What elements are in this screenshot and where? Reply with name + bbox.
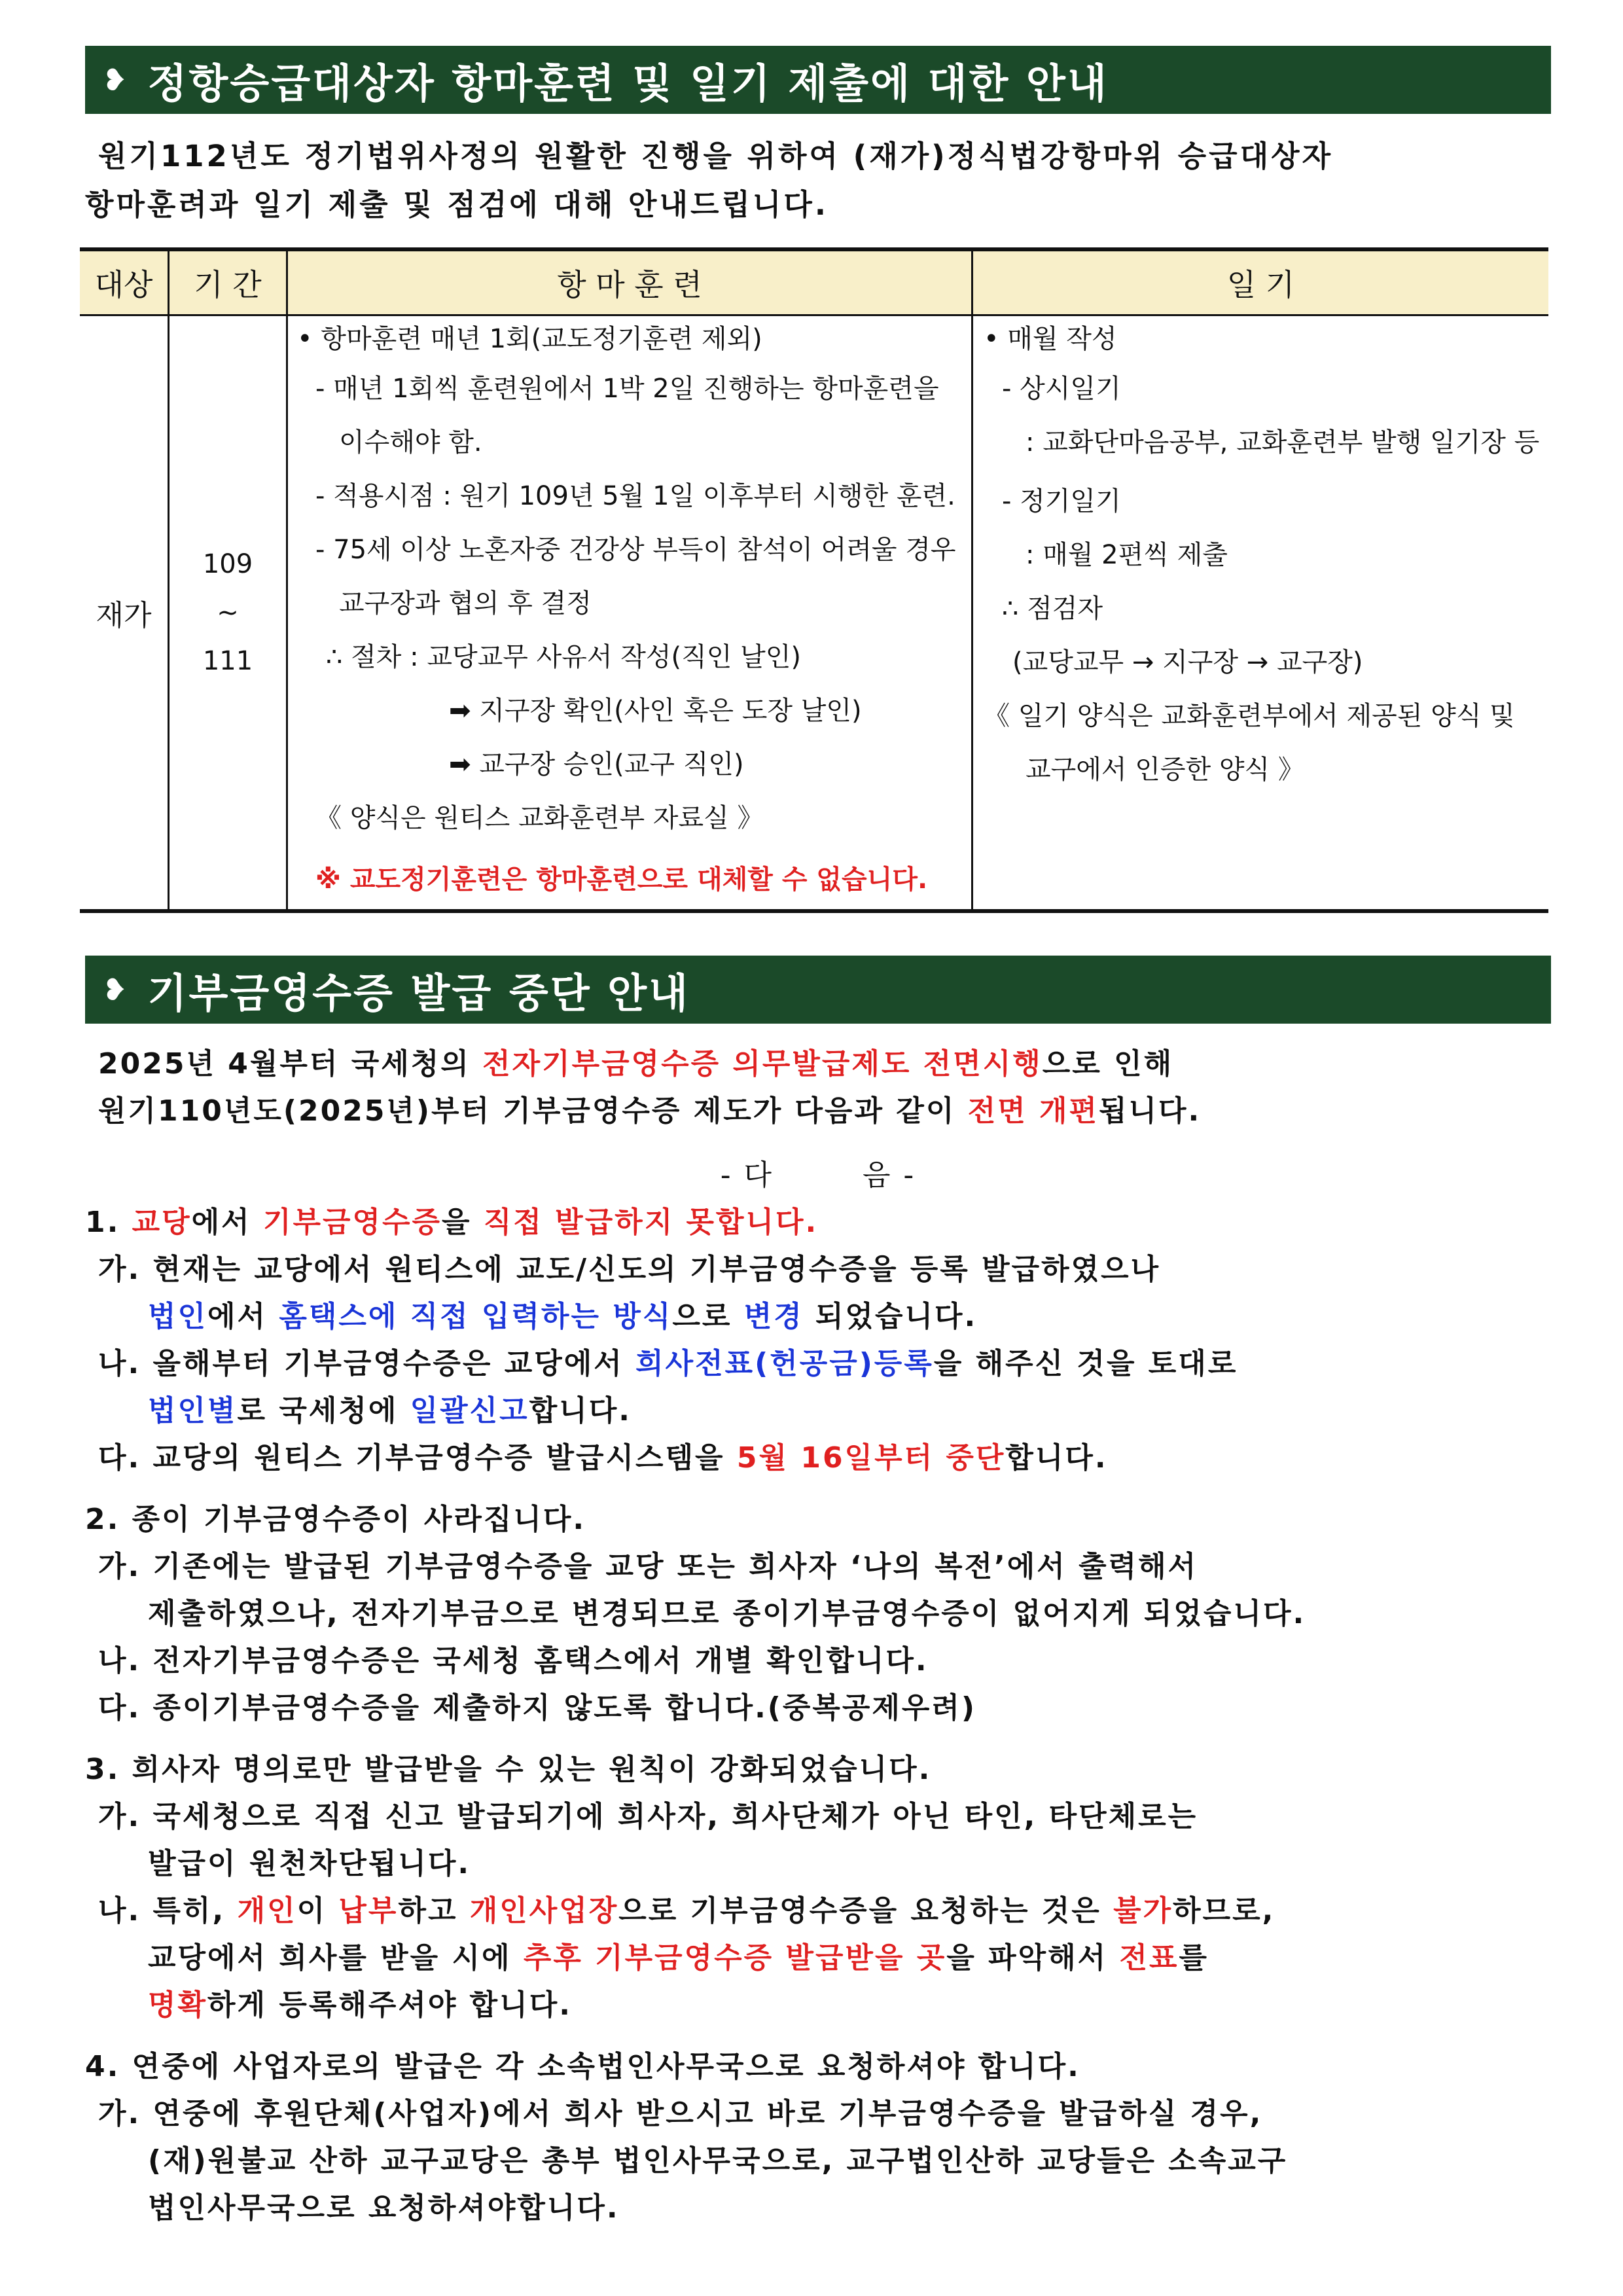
header-diary: 일 기 [972,249,1549,315]
highlight-blue: 법인별 [148,1394,238,1427]
period-end: 111 [202,646,253,676]
highlight-red: 전자기부금영수증 의무발급제도 전면시행 [482,1047,1043,1081]
diary-line: : 교화단마음공부, 교화훈련부 발행 일기장 등 [1026,427,1540,457]
diary-line: - 정기일기 [1002,486,1121,516]
training-line: • 항마훈련 매년 1회(교도정기훈련 제외) [297,324,762,354]
text: 2025년 4월부터 국세청의 [98,1047,483,1081]
highlight-red: 전표 [1119,1941,1179,1975]
diary-line: 《 일기 양식은 교화훈련부에서 제공된 양식 및 [984,701,1515,731]
diary-line: (교당교무 → 지구장 → 교구장) [1012,647,1363,677]
text: 합니다. [529,1394,632,1427]
item2-na: 나. 전자기부금영수증은 국세청 홈택스에서 개별 확인합니다. [98,1644,929,1677]
text: 을 [442,1206,484,1239]
training-line: ➡ 지구장 확인(사인 혹은 도장 날인) [449,696,862,726]
highlight-red: 개인 [237,1894,297,1928]
header-training: 항 마 훈 련 [287,249,972,315]
highlight-blue: 희사전표(헌공금)등록 [635,1347,934,1380]
text: 를 [1179,1941,1209,1975]
highlight-blue: 일괄신고 [410,1394,529,1427]
training-line: 이수해야 함. [339,427,482,457]
training-line: ∴ 절차 : 교당교무 사유서 작성(직인 날인) [326,642,802,672]
diary-line: ∴ 점검자 [1002,594,1103,624]
text: 됩니다. [1099,1094,1202,1128]
table-row [80,315,1548,912]
text: 이 [296,1894,339,1928]
item1-da-line1 [85,1435,1551,1482]
highlight-blue: 변경 [743,1300,804,1333]
training-line: - 75세 이상 노혼자중 건강상 부득이 참석이 어려울 경우 [315,535,956,565]
item1-title [85,1199,1551,1246]
training-cell [287,315,972,912]
diary-line: • 매월 작성 [984,324,1117,354]
item4-ga-line3: 법인사무국으로 요청하셔야합니다. [148,2191,620,2225]
item3-na-line2 [85,1935,1551,1982]
diary-line: : 매월 2편씩 제출 [1026,540,1228,570]
text: 교당에서 희사를 받을 시에 [148,1941,524,1975]
diary-line: - 상시일기 [1002,374,1121,404]
target-cell [80,315,169,912]
section1-title-bar [85,46,1551,114]
item3-ga-line2: 발급이 원천차단됩니다. [148,1847,471,1880]
highlight-red: 명확 [148,1988,208,2022]
text: 으로 [672,1300,744,1333]
s2-intro-line-2 [85,1088,1551,1135]
highlight-red: 추후 기부금영수증 발급받을 곳 [523,1941,947,1975]
highlight-red: 납부 [338,1894,399,1928]
text: 을 파악해서 [946,1941,1120,1975]
intro-line-1: 원기112년도 정기법위사정의 원활한 진행을 위하여 (재가)정식법강항마위 승급대상자 [98,139,1334,173]
header-period: 기 간 [169,249,287,315]
item2-da: 다. 종이기부금영수증을 제출하지 않도록 합니다.(중복공제우려) [98,1691,977,1725]
text: 에서 [207,1300,279,1333]
highlight-red: 5월 16일부터 중단 [736,1441,1006,1475]
period-start: 109 [202,549,253,579]
section1-intro [85,128,1551,233]
item2-ga-line2: 제출하였으나, 전자기부금으로 변경되므로 종이기부금영수증이 없어지게 되었습니다. [148,1597,1306,1630]
training-line: - 매년 1회씩 훈련원에서 1박 2일 진행하는 항마훈련을 [315,374,939,404]
diary-line: 교구에서 인증한 양식 》 [1026,755,1304,785]
training-table [80,247,1548,913]
text: 하게 등록해주셔야 합니다. [207,1988,572,2022]
item3-title: 3. 희사자 명의로만 발급받을 수 있는 원칙이 강화되었습니다. [85,1753,932,1786]
intro-line-2: 항마훈려과 일기 제출 및 점검에 대해 안내드립니다. [85,187,829,222]
text: 하므로, [1173,1894,1275,1928]
text: 으로 인해 [1042,1047,1174,1081]
section1-title: 정항승급대상자 항마훈련 및 일기 제출에 대한 안내 [147,59,1109,107]
text: 원기110년도(2025년)부터 기부금영수증 제도가 다음과 같이 [98,1094,968,1128]
divider-text: - 다 음 - [720,1158,916,1192]
text: 다. 교당의 원티스 기부금영수증 발급시스템을 [98,1441,737,1475]
highlight-red: 기부금영수증 [263,1206,442,1239]
text: 되었습니다. [803,1300,978,1333]
section2-body [85,1041,1551,2232]
item3-na-line1 [85,1888,1551,1935]
training-notice: ※ 교도정기훈련은 항마훈련으로 대체할 수 없습니다. [315,865,928,895]
training-line: ➡ 교구장 승인(교구 직인) [449,749,744,780]
text: 에서 [191,1206,263,1239]
period-sep: ~ [217,598,239,628]
item1-ga-line2 [85,1293,1551,1340]
text: 을 해주신 것을 토대로 [933,1347,1238,1380]
section2-title-bar [85,956,1551,1024]
diary-cell [972,315,1549,912]
table-header-row [80,249,1548,315]
training-line: 교구장과 협의 후 결정 [339,588,592,619]
text: 1. [85,1206,132,1239]
highlight-red: 불가 [1113,1894,1173,1928]
item1-ga-line1: 가. 현재는 교당에서 원티스에 교도/신도의 기부금영수증을 등록 발급하였으나 [98,1253,1161,1286]
heart-bullet-icon: ❥ [102,972,130,1007]
highlight-red: 개인사업장 [469,1894,619,1928]
highlight-blue: 홈택스에 직접 입력하는 방식 [279,1300,673,1333]
item4-ga-line1: 가. 연중에 후원단체(사업자)에서 희사 받으시고 바로 기부금영수증을 발급하실 경우, [98,2097,1263,2130]
highlight-red: 전면 개편 [967,1094,1099,1128]
highlight-blue: 법인 [148,1300,208,1333]
item1-na-line2 [85,1388,1551,1435]
text: 하고 [398,1894,470,1928]
item3-ga-line1: 가. 국세청으로 직접 신고 발급되기에 희사자, 희사단체가 아닌 타인, 타단체로는 [98,1800,1198,1833]
text: 합니다. [1005,1441,1108,1475]
highlight-red: 교당 [132,1206,192,1239]
text: 로 국세청에 [237,1394,410,1427]
text: 으로 기부금영수증을 요청하는 것은 [618,1894,1114,1928]
training-line: - 적용시점 : 원기 109년 5월 1일 이후부터 시행한 훈련. [315,481,955,511]
item1-na-line1 [85,1340,1551,1388]
period-cell [169,315,287,912]
section2-title: 기부금영수증 발급 중단 안내 [147,969,690,1017]
highlight-red: 직접 발급하지 못합니다. [483,1206,819,1239]
item2-ga-line1: 가. 기존에는 발급된 기부금영수증을 교당 또는 희사자 ‘나의 복전’에서 출력해서 [98,1550,1198,1583]
s2-intro-line-1 [85,1041,1551,1088]
item4-ga-line2: (재)원불교 산하 교구교당은 총부 법인사무국으로, 교구법인산하 교당들은 소속교구 [148,2144,1288,2178]
text: 나. 특히, [98,1894,238,1928]
header-target: 대상 [80,249,169,315]
target-value: 재가 [96,599,152,632]
training-line: 《 양식은 원티스 교화훈련부 자료실 》 [315,803,764,833]
item2-title: 2. 종이 기부금영수증이 사라집니다. [85,1503,586,1536]
text: 나. 올해부터 기부금영수증은 교당에서 [98,1347,636,1380]
item3-na-line3 [85,1982,1551,2029]
heart-bullet-icon: ❥ [102,62,130,98]
item4-title: 4. 연중에 사업자로의 발급은 각 소속법인사무국으로 요청하셔야 합니다. [85,2050,1080,2083]
